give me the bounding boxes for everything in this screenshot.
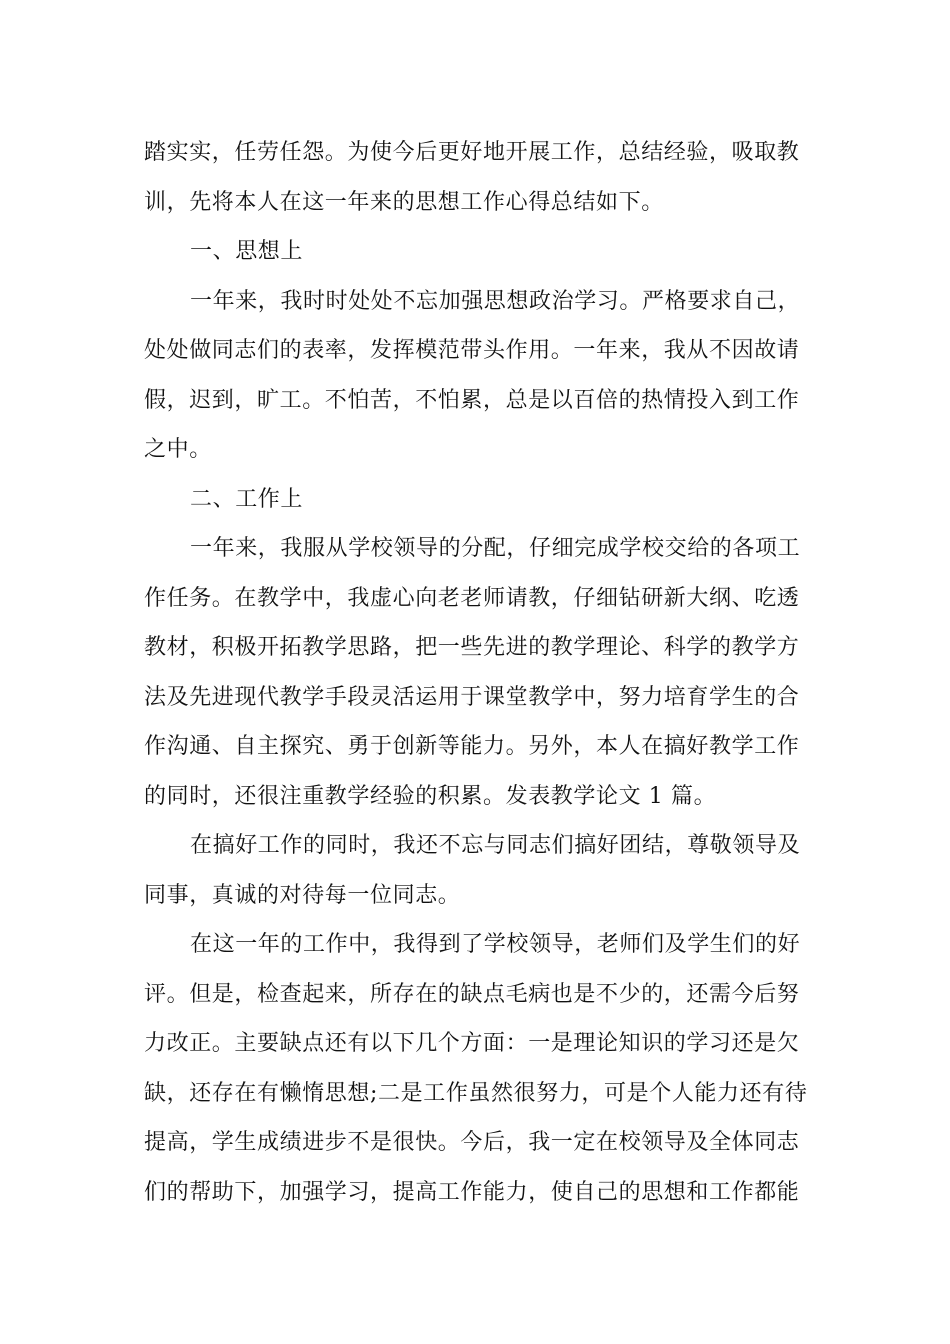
text-line: 提高，学生成绩进步不是很快。今后，我一定在校领导及全体同志 xyxy=(144,1130,800,1155)
text-line: 同事，真诚的对待每一位同志。 xyxy=(144,882,461,908)
text-line: 作沟通、自主探究、勇于创新等能力。另外，本人在搞好教学工作 xyxy=(144,734,800,759)
document-body xyxy=(144,128,816,1217)
text-line: 力改正。主要缺点还有以下几个方面：一是理论知识的学习还是欠 xyxy=(144,1031,800,1056)
text-line: 们的帮助下，加强学习，提高工作能力，使自己的思想和工作都能 xyxy=(144,1179,800,1205)
text-line: 在搞好工作的同时，我还不忘与同志们搞好团结，尊敬领导及 xyxy=(190,833,801,858)
text-line: 训，先将本人在这一年来的思想工作心得总结如下。 xyxy=(144,189,664,215)
text-line: 一、思想上 xyxy=(190,239,304,264)
text-line: 评。但是，检查起来，所存在的缺点毛病也是不少的，还需今后努 xyxy=(144,981,800,1007)
text-line: 二、工作上 xyxy=(190,486,304,512)
text-line: 的同时，还很注重教学经验的积累。发表教学论文 1 篇。 xyxy=(144,783,717,809)
text-line: 教材，积极开拓教学思路，把一些先进的教学理论、科学的教学方 xyxy=(144,635,800,660)
text-line: 缺，还存在有懒惰思想;二是工作虽然很努力，可是个人能力还有待 xyxy=(144,1080,808,1106)
text-line: 法及先进现代教学手段灵活运用于课堂教学中，努力培育学生的合 xyxy=(144,684,800,710)
text-line: 一年来，我服从学校领导的分配，仔细完成学校交给的各项工 xyxy=(190,536,801,561)
text-line: 踏实实，任劳任怨。为使今后更好地开展工作，总结经验，吸取教 xyxy=(144,140,800,165)
text-line: 假，迟到，旷工。不怕苦，不怕累，总是以百倍的热情投入到工作 xyxy=(144,387,800,413)
text-line: 之中。 xyxy=(144,437,212,462)
text-line: 作任务。在教学中，我虚心向老老师请教，仔细钻研新大纲、吃透 xyxy=(144,585,800,611)
text-line: 处处做同志们的表率，发挥模范带头作用。一年来，我从不因故请 xyxy=(144,338,800,363)
text-line: 在这一年的工作中，我得到了学校领导，老师们及学生们的好 xyxy=(190,932,801,957)
text-line: 一年来，我时时处处不忘加强思想政治学习。严格要求自己， xyxy=(190,288,801,314)
